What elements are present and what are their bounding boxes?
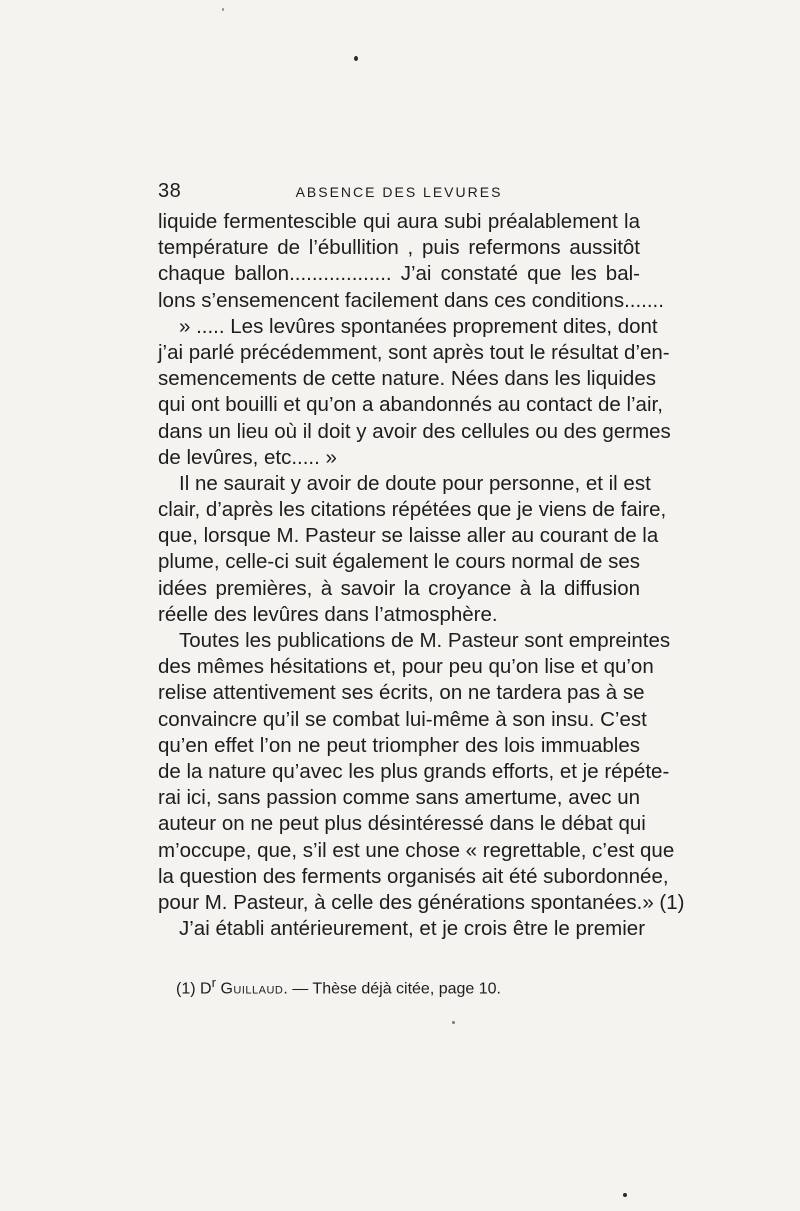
text-line: des mêmes hésitations et, pour peu qu’on lise et qu’on <box>158 655 654 679</box>
footnote-superscript: r <box>211 975 217 990</box>
text-line: liquide fermentescible qui aura subi préalablement la <box>158 210 640 233</box>
text-line: qui ont bouilli et qu’on a abandonnés au contact de l’air, <box>158 393 663 417</box>
text-line: la question des ferments organisés ait été subordonnée, <box>158 864 669 888</box>
text-line: idées premières, à savoir la croyance à la diffusion <box>158 576 640 600</box>
text-line: température de l’ébullition , puis refermons aussitôt <box>158 236 640 260</box>
text-line: J’ai établi antérieurement, et je crois être le premier <box>179 917 646 941</box>
text-line: chaque ballon.................. J’ai constaté que les bal- <box>158 262 640 286</box>
footnote-marker: (1) D <box>176 980 212 998</box>
ink-speck <box>623 1193 627 1197</box>
text-line: qu’en effet l’on ne peut triompher des lois immuables <box>158 733 640 757</box>
ink-speck <box>452 1021 455 1024</box>
text-line: convaincre qu’il se combat lui-même à son insu. C’est <box>158 707 647 731</box>
text-line: pour M. Pasteur, à celle des générations spontanées.» (1) <box>158 890 685 914</box>
text-line: de levûres, etc..... » <box>158 445 337 469</box>
text-line: lons s’ensemencent facilement dans ces conditions....... <box>158 288 664 312</box>
text-line: relise attentivement ses écrits, on ne tardera pas à se <box>158 681 645 705</box>
running-head: ABSENCE DES LEVURES <box>295 184 503 200</box>
footnote <box>176 975 501 998</box>
text-line: m’occupe, que, s’il est une chose « regrettable, c’est que <box>158 838 675 862</box>
footnote-citation: . — Thèse déjà citée, page 10. <box>283 980 501 998</box>
page-header <box>158 180 640 206</box>
footnote-author: Guillaud <box>220 980 284 998</box>
ink-speck <box>354 56 358 61</box>
ink-speck <box>222 8 224 11</box>
body-text <box>158 209 685 942</box>
text-line: plume, celle-ci suit également le cours normal de ses <box>158 550 640 574</box>
text-line: Il ne saurait y avoir de doute pour personne, et il est <box>179 471 651 495</box>
text-line: dans un lieu où il doit y avoir des cellules ou des germes <box>158 419 671 443</box>
text-line: auteur on ne peut plus désintéressé dans le débat qui <box>158 812 646 836</box>
page-number: 38 <box>158 180 182 202</box>
text-line: clair, d’après les citations répétées que je viens de faire, <box>158 498 667 522</box>
text-line: réelle des levûres dans l’atmosphère. <box>158 602 498 626</box>
text-line: semencements de cette nature. Nées dans les liquides <box>158 367 656 391</box>
text-line: de la nature qu’avec les plus grands efforts, et je répéte- <box>158 759 670 783</box>
text-line: j’ai parlé précédemment, sont après tout le résultat d’en- <box>158 340 670 364</box>
text-line: » ..... Les levûres spontanées proprement dites, dont <box>179 314 658 338</box>
text-line: Toutes les publications de M. Pasteur sont empreintes <box>179 629 671 652</box>
text-line: rai ici, sans passion comme sans amertume, avec un <box>158 786 640 810</box>
text-line: que, lorsque M. Pasteur se laisse aller au courant de la <box>158 524 659 548</box>
